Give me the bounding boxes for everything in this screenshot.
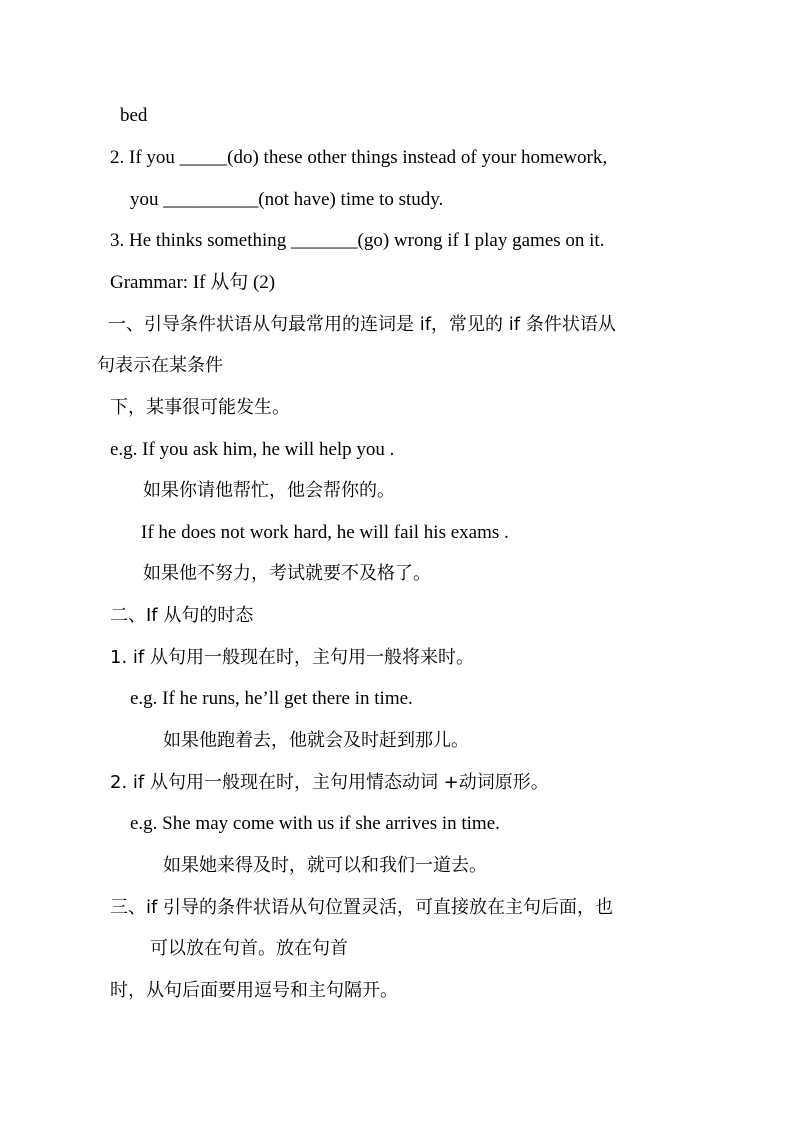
section-1-line-3: 下，某事很可能发生。 bbox=[110, 397, 290, 418]
example-2-en: If he does not work hard, he will fail his exams . bbox=[141, 522, 509, 543]
rule-1: 1. if 从句用一般现在时，主句用一般将来时。 bbox=[110, 647, 474, 668]
exercise-2-line-1: 2. If you _____(do) these other things instead of your homework, bbox=[110, 147, 608, 168]
section-3-line-3: 时，从句后面要用逗号和主句隔开。 bbox=[110, 980, 398, 1001]
exercise-2-line-2: you __________(not have) time to study. bbox=[130, 189, 444, 210]
section-3-line-2: 可以放在句首。放在句首 bbox=[150, 938, 348, 959]
rule-2: 2. if 从句用一般现在时，主句用情态动词 +动词原形。 bbox=[110, 772, 549, 793]
section-1-line-1: 一、引导条件状语从句最常用的连词是 if，常见的 if 条件状语从 bbox=[108, 314, 616, 335]
exercise-3-line: 3. He thinks something _______(go) wrong if I play games on it. bbox=[110, 230, 605, 251]
grammar-heading: Grammar: If 从句 (2) bbox=[110, 272, 276, 293]
section-2-heading: 二、If 从句的时态 bbox=[110, 605, 254, 626]
example-1-zh: 如果你请他帮忙，他会帮你的。 bbox=[143, 480, 395, 501]
example-3-en: e.g. If he runs, he’ll get there in time. bbox=[130, 688, 413, 709]
section-1-line-2: 句表示在某条件 bbox=[97, 355, 223, 376]
example-4-zh: 如果她来得及时，就可以和我们一道去。 bbox=[163, 855, 487, 876]
example-1-en: e.g. If you ask him, he will help you . bbox=[110, 439, 395, 460]
text-line-bed: bed bbox=[120, 105, 148, 126]
example-3-zh: 如果他跑着去，他就会及时赶到那儿。 bbox=[163, 730, 469, 751]
section-3-line-1: 三、if 引导的条件状语从句位置灵活，可直接放在主句后面，也 bbox=[110, 897, 614, 918]
example-2-zh: 如果他不努力，考试就要不及格了。 bbox=[143, 563, 431, 584]
example-4-en: e.g. She may come with us if she arrives in time. bbox=[130, 813, 500, 834]
